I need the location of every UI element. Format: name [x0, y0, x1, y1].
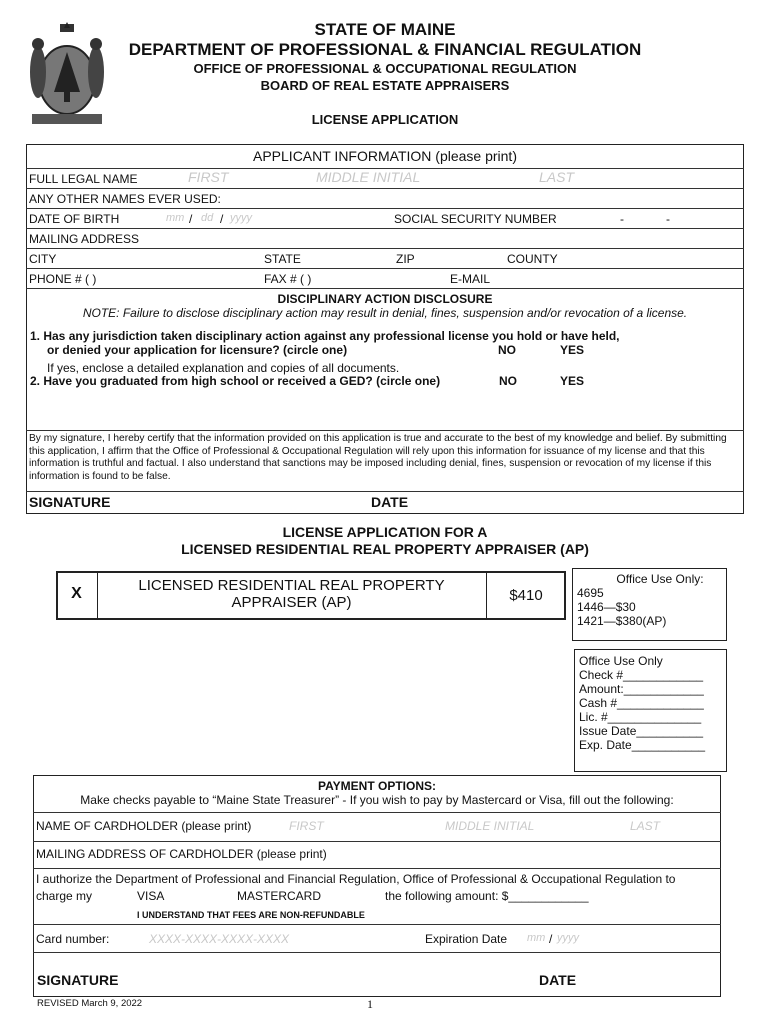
authorize-text: I authorize the Department of Professional and Financial Regulation, Office of Professional & Occupational Regulation to: [36, 872, 676, 886]
card-number-field[interactable]: XXXX-XXXX-XXXX-XXXX: [149, 932, 290, 946]
dob-month[interactable]: mm: [166, 212, 185, 224]
q1-no-option[interactable]: NO: [498, 343, 516, 357]
card-number-row[interactable]: [33, 925, 721, 953]
ssn-label: SOCIAL SECURITY NUMBER: [394, 212, 557, 226]
city-label: CITY: [29, 252, 57, 266]
cardholder-signature-field[interactable]: SIGNATURE: [37, 972, 119, 988]
other-names-label: ANY OTHER NAMES EVER USED:: [29, 192, 221, 206]
cert-divider: [26, 430, 744, 431]
phone-row[interactable]: [26, 269, 744, 289]
dob-day[interactable]: dd: [201, 212, 214, 224]
visa-option[interactable]: VISA: [137, 889, 165, 903]
office-lic: Lic. #______________: [579, 710, 702, 724]
office-exp-date: Exp. Date___________: [579, 738, 706, 752]
full-name-label: FULL LEGAL NAME: [29, 172, 138, 186]
office-amount: Amount:____________: [579, 682, 704, 696]
header-line2: DEPARTMENT OF PROFESSIONAL & FINANCIAL REGULATION: [128, 40, 642, 59]
city-row[interactable]: [26, 249, 744, 269]
certification-text: By my signature, I hereby certify that the information provided on this application is true and accurate to the best of my knowledge and belief. By submitting this application, I affirm that the Office of Professional & Occupational Regulation will rely upon this information for issuance of my license and that this information is truthful and factual. I also understand that sanctions may be imposed including denial, fines, suspension or revocation of my license if this information is found to be false.: [29, 433, 727, 482]
ssn-dash-2: -: [666, 212, 670, 226]
header-line3: OFFICE OF PROFESSIONAL & OCCUPATIONAL REGULATION: [193, 61, 577, 76]
cardholder-address-label: MAILING ADDRESS OF CARDHOLDER (please print): [36, 847, 327, 861]
office-use-1-line1: 4695: [577, 586, 604, 600]
fax-label: FAX # ( ): [264, 272, 312, 286]
cardholder-row[interactable]: [33, 813, 721, 842]
mailing-row[interactable]: [26, 229, 744, 249]
payment-title: PAYMENT OPTIONS:: [317, 779, 436, 793]
zip-label: ZIP: [396, 252, 415, 266]
expiration-label: Expiration Date: [425, 932, 508, 946]
expiration-month[interactable]: mm: [527, 932, 546, 944]
applicant-section-title: APPLICANT INFORMATION (please print): [253, 148, 517, 164]
question-1-line1: 1. Has any jurisdiction taken disciplinary action against any professional license you hold or have held,: [30, 329, 620, 343]
dob-slash-2: /: [220, 212, 224, 226]
office-use-1-line3: 1421—$380(AP): [577, 614, 667, 628]
disciplinary-note: NOTE: Failure to disclose disciplinary action may result in denial, fines, suspension and/or revocation of a license.: [82, 306, 688, 320]
applicant-signature-field[interactable]: SIGNATURE: [29, 494, 111, 510]
charge-my-label: charge my: [36, 889, 93, 903]
license-type-line2: APPRAISER (AP): [231, 594, 352, 611]
dob-row[interactable]: [26, 209, 744, 229]
ssn-dash-1: -: [620, 212, 624, 226]
office-use-2-title: Office Use Only: [579, 654, 663, 668]
office-cash: Cash #_____________: [579, 696, 704, 710]
question-2: 2. Have you graduated from high school or received a GED? (circle one): [30, 374, 441, 388]
license-heading-2: LICENSED RESIDENTIAL REAL PROPERTY APPRAISER (AP): [181, 541, 589, 557]
cardholder-address-row[interactable]: [33, 842, 721, 869]
q2-yes-option[interactable]: YES: [560, 374, 585, 388]
dob-label: DATE OF BIRTH: [29, 212, 120, 226]
q2-no-option[interactable]: NO: [499, 374, 517, 388]
office-use-1-title: Office Use Only:: [616, 572, 704, 586]
non-refundable-notice: I UNDERSTAND THAT FEES ARE NON-REFUNDABLE: [137, 910, 365, 920]
cardholder-first-field[interactable]: FIRST: [289, 819, 324, 833]
form-title: LICENSE APPLICATION: [311, 112, 459, 127]
cardholder-middle-field[interactable]: MIDDLE INITIAL: [445, 819, 535, 833]
office-issue-date: Issue Date__________: [579, 724, 704, 738]
q1-yes-option[interactable]: YES: [560, 343, 585, 357]
license-heading-1: LICENSE APPLICATION FOR A: [282, 524, 488, 540]
full-name-row[interactable]: [26, 169, 744, 189]
expiration-year[interactable]: yyyy: [557, 932, 579, 944]
license-type-line1: LICENSED RESIDENTIAL REAL PROPERTY: [138, 577, 445, 594]
state-label: STATE: [264, 252, 301, 266]
disciplinary-title: DISCIPLINARY ACTION DISCLOSURE: [277, 292, 493, 306]
applicant-date-field[interactable]: DATE: [371, 494, 409, 510]
email-label: E-MAIL: [450, 272, 491, 286]
expiration-slash: /: [549, 932, 553, 946]
sig-divider: [26, 491, 744, 492]
payment-instructions: Make checks payable to “Maine State Treasurer” - If you wish to pay by Mastercard or Visa, fill out the following:: [80, 793, 674, 807]
first-name-field[interactable]: FIRST: [188, 169, 229, 185]
if-yes-instruction: If yes, enclose a detailed explanation and copies of all documents.: [47, 361, 400, 375]
header-line1: STATE OF MAINE: [314, 20, 456, 39]
county-label: COUNTY: [507, 252, 558, 266]
other-names-row[interactable]: [26, 189, 744, 209]
last-name-field[interactable]: LAST: [539, 169, 575, 185]
cardholder-label: NAME OF CARDHOLDER (please print): [36, 819, 252, 833]
office-use-1-line2: 1446—$30: [577, 600, 636, 614]
header-line4: BOARD OF REAL ESTATE APPRAISERS: [260, 78, 510, 93]
cardholder-last-field[interactable]: LAST: [630, 819, 661, 833]
mastercard-option[interactable]: MASTERCARD: [237, 889, 322, 903]
dob-year[interactable]: yyyy: [230, 212, 252, 224]
office-check: Check #____________: [579, 668, 704, 682]
revision-date: REVISED March 9, 2022: [37, 998, 143, 1009]
cardholder-date-field[interactable]: DATE: [539, 972, 577, 988]
phone-label: PHONE # ( ): [29, 272, 97, 286]
dob-slash-1: /: [189, 212, 193, 226]
page-number: 1: [367, 997, 373, 1011]
mailing-label: MAILING ADDRESS: [29, 232, 140, 246]
middle-initial-field[interactable]: MIDDLE INITIAL: [316, 169, 421, 185]
charge-amount-field[interactable]: the following amount: $____________: [385, 889, 589, 903]
card-number-label: Card number:: [36, 932, 110, 946]
authorization-block: [33, 869, 721, 925]
license-select-mark[interactable]: X: [71, 585, 82, 602]
question-1-line2: or denied your application for licensure? (circle one): [47, 343, 348, 357]
license-fee: $410: [509, 587, 543, 604]
